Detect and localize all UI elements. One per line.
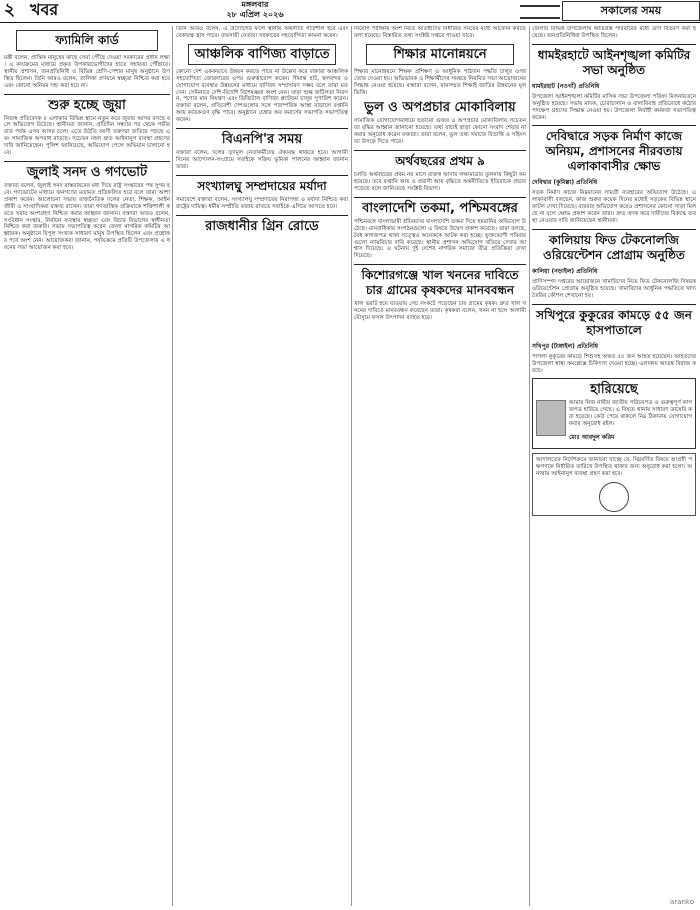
headline-minority-dignity: সংখ্যালঘু সম্প্রদায়ের মর্যাদা: [197, 178, 327, 193]
missing-notice-signature: মোঃ আবদুল করিম: [569, 434, 615, 442]
page-number: ২: [4, 0, 16, 20]
column-divider: [172, 26, 173, 906]
article-body: শিক্ষার মানোন্নয়নে শিক্ষক প্রশিক্ষণ ও আধুনিক পাঠদান পদ্ধতি চালুর ওপর জোর দেওয়া হয়। অভিভাবক ও শিক্ষার্থীদের সমন্বয়ে নিয়মিত সভা আয়োজনের সিদ্ধান্ত নেওয়া হয়েছে। বক্তারা বলেন, মানসম্মত শিক্ষাই জাতির উন্নয়নের মূল ভিত্তি।: [354, 68, 526, 96]
article-body: কোনো দেশ এককভাবে উন্নয়ন করতে পারে না উল্লেখ করে বক্তারা আঞ্চলিক সহযোগিতা জোরদারের ওপর গুরুত্বারোপ করেন। সীমান্ত হাট, স্থলবন্দর ও যোগাযোগ ব্যবস্থার উন্নয়নের মাধ্যমে বাণিজ্য সম্প্রসারণ সম্ভব বলে তারা মত দেন। সেমিনারে দেশি-বিদেশি বিশেষজ্ঞরা অংশ নেন। তারা শুল্ক জটিলতা নিরসন, পণ্যের মান নিয়ন্ত্রণ এবং ডিজিটাল বাণিজ্য প্ল্যাটফর্ম চালুর সুপারিশ করেন। বক্তারা বলেন, প্রতিবেশী দেশগুলোর সঙ্গে পারস্পরিক আস্থা বাড়ালে রপ্তানি আয় কয়েকগুণ বৃদ্ধি পাবে। অনুষ্ঠানে চেম্বার অব কমার্সের সভাপতি সভাপতিত্ব করেন।: [176, 68, 348, 124]
headline-bnp-time: বিএনপি'র সময়: [221, 132, 303, 148]
missing-photo: [536, 400, 566, 436]
headline-kalia-feed: কালিয়ায় ফিড টেকনোলজি ওরিয়েন্টেশন প্রোগ্রাম অনুষ্ঠিত: [543, 232, 685, 262]
column-divider: [529, 26, 530, 906]
divider: [354, 197, 526, 198]
masthead-rule: [520, 5, 560, 19]
column-4: [532, 26, 696, 906]
article-body: খাল ভরাট হয়ে যাওয়ায় সেচ সংকটে পড়েছেন চার গ্রামের কৃষক। দ্রুত খাল খননের দাবিতে মানববন্ধন করেছেন তারা। কৃষকরা বলেন, খনন না হলে আগামী মৌসুমে ফসল উৎপাদন ব্যাহত হবে।: [354, 301, 526, 322]
headline-regional-trade: আঞ্চলিক বাণিজ্য বাড়াতে: [188, 44, 336, 65]
headline-green-road: রাজধানীর গ্রিন রোডে: [205, 218, 319, 234]
column-3: [354, 26, 526, 906]
divider: [532, 44, 696, 45]
article-body: নিয়োগ পরীক্ষায় অংশ নিতে আগ্রহীদের নির্ধারিত সময়ের মধ্যে আবেদন করতে বলা হয়েছে। বিস্তারিত তথ্য সংশ্লিষ্ট দপ্তরে পাওয়া যাবে।: [354, 26, 526, 39]
article-body: মন্ত্রী বলেন, প্রান্তিক মানুষের কাছে সেবা পৌঁছে দেওয়া সরকারের প্রধান লক্ষ্য। এ কার্যক্রমের মাধ্যমে প্রকৃত উপকারভোগীদের হাতে সহায়তা পৌঁছাবে। স্থানীয় প্রশাসন, জনপ্রতিনিধি ও বিভিন্ন শ্রেণি-পেশার মানুষ অনুষ্ঠানে উপস্থিত ছিলেন। তিনি আরও বলেন, তালিকা প্রণয়নে স্বচ্ছতা নিশ্চিত করা হবে এবং কোনো অনিয়ম সহ্য করা হবে না।: [4, 55, 170, 89]
article-body: পশ্চিমবঙ্গে বাংলাভাষী শ্রমিকদের বাংলাদেশি তকমা দিয়ে হয়রানির অভিযোগ উঠেছে। মানবাধিকার সংগঠনগুলো এ বিষয়ে উদ্বেগ প্রকাশ করেছে। তারা বলছে, বৈধ কাগজপত্র থাকা সত্ত্বেও অনেককে আটক করা হচ্ছে। ভুক্তভোগী পরিবারগুলো ন্যায়বিচার দাবি করেছে। স্থানীয় প্রশাসন অভিযোগ খতিয়ে দেখার আশ্বাস দিয়েছে। এ ঘটনায় দুই দেশের নাগরিক সমাজে তীব্র প্রতিক্রিয়া দেখা দিয়েছে।: [354, 218, 526, 260]
headline-education-quality: শিক্ষার মানোন্নয়নে: [366, 44, 514, 65]
watermark: aranko: [670, 898, 694, 906]
divider: [4, 94, 170, 95]
section-name: খবর: [30, 0, 59, 19]
divider: [532, 229, 696, 230]
headline-family-card: ফ্যামিলি কার্ড: [16, 30, 158, 51]
headline-gambling: শুরু হচ্ছে জুয়া: [48, 97, 126, 113]
byline: দেবিদ্বার (কুমিল্লা) প্রতিনিধি: [532, 179, 598, 187]
divider: [354, 264, 526, 265]
missing-notice-body: আমার নিজ নামীয় জাতীয় পরিচয়পত্র ও গুরুত্বপূর্ণ কাগজপত্র হারিয়ে গেছে। এ বিষয়ে থানায় সাধারণ ডায়েরি করা হয়েছে। কেউ পেয়ে থাকলে নিম্ন ঠিকানায় যোগাযোগ করার অনুরোধ রইল।: [569, 400, 692, 428]
column-1: [4, 26, 170, 906]
divider: [532, 304, 696, 305]
headline-fiscal-year: অর্থবছরের প্রথম ৯: [395, 154, 485, 169]
headline-debidwar-road: দেবিদ্বারে সড়ক নির্মাণ কাজে অনিয়ম, প্রশাসনের নীরবতায় এলাকাবাসীর ক্ষোভ: [545, 129, 683, 174]
headline-sakhipur-dog-bite: সখিপুরে কুকুরের কামড়ে ৫৫ জন হাসপাতালে: [536, 307, 692, 337]
article-body: জেলার বিভিন্ন উপজেলায় ক্ষতিগ্রস্ত পরিবারের মধ্যে ত্রাণ বিতরণ করা হয়েছে। জনপ্রতিনিধিরা উপস্থিত ছিলেন।: [532, 26, 696, 39]
article-body: পাগলা কুকুরের কামড়ে শিশুসহ অন্তত ৫৫ জন আহত হয়েছেন। আহতদের উপজেলা স্বাস্থ্য কমপ্লেক্সে চিকিৎসা দেওয়া হচ্ছে। এলাকায় আতঙ্ক বিরাজ করছে।: [532, 353, 696, 374]
newspaper-logo: সকালের সময়: [562, 1, 700, 21]
issue-day: মঙ্গলবার: [241, 0, 269, 9]
divider: [532, 125, 696, 126]
missing-notice: [532, 378, 696, 449]
article-body: প্রাণিসম্পদ দপ্তরের আয়োজনে খামারিদের নিয়ে ফিড টেকনোলজি বিষয়ক ওরিয়েন্টেশন প্রোগ্রাম অনুষ্ঠিত হয়েছে। খামারিদের আধুনিক পদ্ধতিতে খাদ্য তৈরির কৌশল শেখানো হয়।: [532, 278, 696, 299]
headline-dhamoirhat: ধামইরহাটে আইনশৃঙ্খলা কমিটির সভা অনুষ্ঠিত: [537, 47, 691, 77]
byline: কালিয়া (নড়াইল) প্রতিনিধি: [532, 267, 598, 275]
article-body: সড়ক নির্মাণ কাজে নিম্নমানের সামগ্রী ব্যবহারের অভিযোগ উঠেছে। এলাকাবাসী বলছেন, কাজ শুরুর কয়েক দিনের মধ্যেই সড়কের বিভিন্ন স্থানে ফাটল দেখা দিয়েছে। বারবার অভিযোগ করেও প্রশাসনের কোনো সাড়া মিলছে না বলে ক্ষোভ প্রকাশ করেন তারা। দ্রুত তদন্ত করে দায়ীদের বিরুদ্ধে ব্যবস্থা নেওয়ার দাবি জানিয়েছেন স্থানীয়রা।: [532, 190, 696, 225]
article-body: সমাবেশে বক্তারা বলেন, সংখ্যালঘু সম্প্রদায়ের নিরাপত্তা ও মর্যাদা নিশ্চিত করা রাষ্ট্রের দায়িত্ব। ধর্মীয় সম্প্রীতি বজায় রাখতে সবাইকে এগিয়ে আসতে হবে।: [176, 196, 348, 210]
divider: [354, 150, 526, 151]
divider: [176, 128, 348, 129]
headline-misinformation: ভুল ও অপপ্রচার মোকাবিলায়: [364, 100, 516, 116]
missing-notice-title: হারিয়েছে: [590, 382, 638, 398]
court-notice: [532, 453, 696, 516]
byline: সখিপুর (টাঙ্গাইল) প্রতিনিধি: [532, 342, 599, 350]
article-body: তিনি আরও বলেন, এ উদ্যোগের ফলে স্থানীয় অর্থনীতি গতিশীল হবে এবং বেকারত্ব হ্রাস পাবে। ব্যবসায়ী নেতারা সরকারের সহযোগিতা কামনা করেন।: [176, 26, 348, 39]
divider: [176, 215, 348, 216]
headline-kishoreganj-canal: কিশোরগঞ্জে খাল খননের দাবিতে চার গ্রামের কৃষকদের মানববন্ধন: [361, 268, 519, 298]
divider: [4, 161, 170, 162]
seal-icon: [599, 482, 629, 512]
headline-july-charter: জুলাই সনদ ও গণভোট: [26, 164, 148, 180]
dateline: [180, 0, 330, 20]
issue-date: ২৮ এপ্রিল ২০২৬: [226, 10, 284, 19]
byline: ধামইরহাট (নওগাঁ) প্রতিনিধি: [532, 82, 600, 90]
column-divider: [351, 26, 352, 906]
divider: [176, 175, 348, 176]
article-body: সামাজিক যোগাযোগমাধ্যমে ছড়ানো গুজব ও অপপ্রচার মোকাবিলায় সচেতনতা বৃদ্ধির আহ্বান জানানো হয়েছে। তথ্য যাচাই ছাড়া কোনো সংবাদ শেয়ার না করার অনুরোধ করেন বক্তারা। তারা বলেন, ভুল তথ্য সমাজে বিভ্রান্তি ও সহিংসতা উসকে দিতে পারে।: [354, 118, 526, 146]
article-body: বক্তারা বলেন, জুলাই সনদ বাস্তবায়নের মধ্য দিয়ে রাষ্ট্র সংস্কারের পথ সুগম হবে। গণভোটের মাধ্যমে জনগণের মতামত প্রতিফলিত হবে বলে তারা আশা প্রকাশ করেন। আলোচনা সভায় রাজনৈতিক দলের নেতা, শিক্ষক, আইনজীবী ও সাংবাদিকরা বক্তব্য রাখেন। তারা গণতান্ত্রিক প্রক্রিয়াকে শক্তিশালী করতে সবার অংশগ্রহণ নিশ্চিত করার আহ্বান জানান। বক্তারা আরও বলেন, সংবিধান সংস্কার, নির্বাচন ব্যবস্থার স্বচ্ছতা এবং বিচার বিভাগের স্বাধীনতা নিশ্চিত করা জরুরি। সভায় সভাপতিত্ব করেন জেলা নাগরিক কমিটির আহ্বায়ক। অনুষ্ঠানে বিপুল সংখ্যক সাধারণ মানুষ উপস্থিত ছিলেন এবং প্রশ্নোত্তর পর্বে অংশ নেন। আয়োজকরা জানান, পর্যায়ক্রমে প্রতিটি উপজেলায় এ ধরনের সভা আয়োজন করা হবে।: [4, 182, 170, 252]
article-body: চলতি অর্থবছরের প্রথম নয় মাসে রাজস্ব আদায় লক্ষ্যমাত্রার তুলনায় কিছুটা কম হয়েছে। তবে রপ্তানি আয় ও প্রবাসী আয় বৃদ্ধিতে অর্থনীতিতে ইতিবাচক প্রভাব পড়েছে বলে জানিয়েছে সংশ্লিষ্ট বিভাগ।: [354, 172, 526, 192]
article-body: উপজেলা আইনশৃঙ্খলা কমিটির মাসিক সভা উপজেলা পরিষদ মিলনায়তনে অনুষ্ঠিত হয়েছে। সভায় মাদক, চোরাচালান ও বাল্যবিবাহ প্রতিরোধে কঠোর পদক্ষেপ গ্রহণের সিদ্ধান্ত নেওয়া হয়। উপজেলা নির্বাহী কর্মকর্তা সভাপতিত্ব করেন।: [532, 93, 696, 121]
masthead: [0, 0, 700, 23]
headline-west-bengal: বাংলাদেশি তকমা, পশ্চিমবঙ্গের: [362, 200, 518, 216]
article-body: নিজস্ব প্রতিবেদক ॥ এলাকার বিভিন্ন স্থানে নতুন করে জুয়ার আসর বসছে বলে অভিযোগ উঠেছে। স্থানীয়রা জানান, প্রতিদিন সন্ধ্যার পর থেকে গভীর রাত পর্যন্ত এসব আসর চলে। এতে উঠতি বয়সী তরুণরা জড়িয়ে পড়ছে এবং সামাজিক অপরাধ বাড়ছে। সচেতন মহল দ্রুত আইনানুগ ব্যবস্থা গ্রহণের দাবি জানিয়েছেন। পুলিশ জানিয়েছে, অভিযোগ পেলে অভিযান চালানো হবে।: [4, 115, 170, 157]
column-2: [176, 26, 348, 906]
article-body: বক্তারা বলেন, দলের তৃণমূল নেতাকর্মীদের ঐক্যবদ্ধ থাকতে হবে। আগামী দিনের আন্দোলন-সংগ্রামে সবাইকে সক্রিয় ভূমিকা পালনের আহ্বান জানান তারা।: [176, 150, 348, 170]
court-notice-body: আদালতের নির্দেশক্রমে জানানো যাচ্ছে যে, নিম্নবর্ণিত বিষয়ে আগ্রহী পক্ষগণকে নির্ধারিত তারিখে উপস্থিত থাকার জন্য অনুরোধ করা হলো। অন্যথায় আইনানুগ ব্যবস্থা গ্রহণ করা হবে।: [536, 457, 692, 477]
